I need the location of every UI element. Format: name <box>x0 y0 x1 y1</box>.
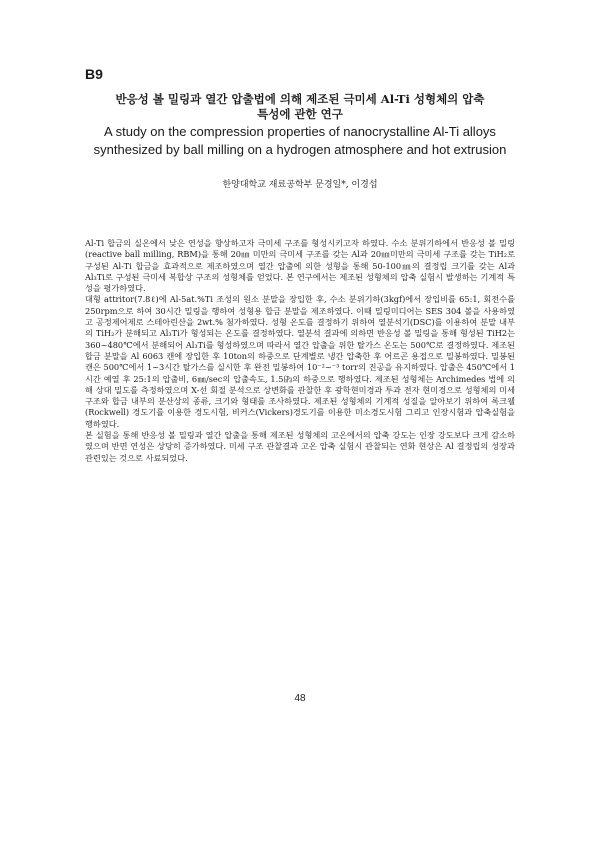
paragraph-methods: 대형 attritor(7.8ℓ)에 Al-5at.%Ti 조성의 원소 분말을 장입한 후, 수소 분위기하(3kgf)에서 장입비를 65:1, 회전수를 250rpm으로 하여 30시간 밀링을 행하여 성형용 합금 분말을 제조하였다. 이때 밀링미디어는 SES 304 볼을 사용하였고 공정제어제로 스테아린산을 2wt.% 첨가하였다. 성형 온도를 결정하기 위하여 열분석기(DSC)를 이용하여 분말 내부의 TiH₂가 분해되고 Al₃Ti가 형성되는 온도를 결정하였다. 열분석 결과에 의하면 반응성 볼 밀링을 통해 형성된 TiH2는 360~480℃에서 분해되어 Al₃Ti를 형성하였으며 따라서 열간 압출을 위한 탈가스 온도는 500℃로 결정하였다. 제조된 합금 분말을 Al 6063 캔에 장입한 후 10ton의 하중으로 단계별로 냉간 압축한 후 어르곤 용접으로 밀봉하였다. 밀봉된 캔은 500℃에서 1~3시간 탈가스를 실시한 후 완전 밀봉하여 10⁻²~⁻³ torr의 진공을 유지하였다. 압출은 450℃에서 1시간 예열 후 25:1의 압출비, 6㎜/sec의 압출속도, 1.5㎬의 하중으로 행하였다. 제조된 성형체는 Archimedes 법에 의해 상대 밀도를 측정하였으며 X-선 회절 분석으로 상변화를 관찰한 후 광학현미경과 투과 전자 현미경으로 성형체의 미세 구조와 합금 내부의 분산상의 종류, 크기와 형태를 조사하였다. 제조된 성형체의 기계적 성질을 알아보기 위하여 록크웰(Rockwell) 경도기를 이용한 경도시험, 비커스(Vickers)경도기를 이용한 미소경도시험 그리고 인장시험과 압축실험을 행하였다. <box>85 294 515 429</box>
authors: 한양대학교 재료공학부 문경일*, 이경섭 <box>222 180 378 190</box>
paragraph-results: 본 실험을 통해 반응성 볼 밀링과 열간 압출을 통해 제조된 성형체의 고온에서의 압축 강도는 인장 강도보다 크게 감소하였으며 반면 연성은 상당히 증가하였다. 미세 구조 관찰결과 고온 압축 실험시 관찰되는 연화 현상은 Al 결정립의 성장과 관련있는 것으로 사료되었다. <box>85 430 515 463</box>
paragraph-introduction: Al-Ti 합금의 실온에서 낮은 연성을 향상하고자 극미세 구조를 형성시키고자 하였다. 수소 분위기하에서 반응성 볼 밀링(reactive ball milling, RBM)을 통해 20㎚ 미만의 극미세 구조를 갖는 Al과 20㎚미만의 극미세 구조를 갖는 TiH₂로 구성된 Al-Ti 합금을 효과적으로 제조하였으며 열간 압출에 의한 성형을 통해 50-100㎚의 결정립 크기를 갖는 Al과 Al₃Ti로 구성된 극미세 복합상 구조의 성형체를 얻었다. 본 연구에서는 제조된 성형체의 압축 실험시 발생하는 기계적 특성을 평가하였다. <box>85 238 515 294</box>
title-korean-line-2: 특성에 관한 연구 <box>257 107 343 121</box>
abstract-body <box>85 238 515 464</box>
title-korean-line-1: 반응성 볼 밀링과 열간 압출법에 의해 제조된 극미세 Al-Ti 성형체의 압축 <box>115 92 485 106</box>
abstract-code: B9 <box>85 66 103 82</box>
title-english-line-1: A study on the compression properties of nanocrystalline Al-Ti alloys <box>104 124 496 139</box>
title-english-line-2: synthesized by ball milling on a hydrogen atmosphere and hot extrusion <box>93 142 507 157</box>
page-number: 48 <box>294 693 306 704</box>
title-english <box>60 123 540 159</box>
title-korean <box>60 92 540 122</box>
